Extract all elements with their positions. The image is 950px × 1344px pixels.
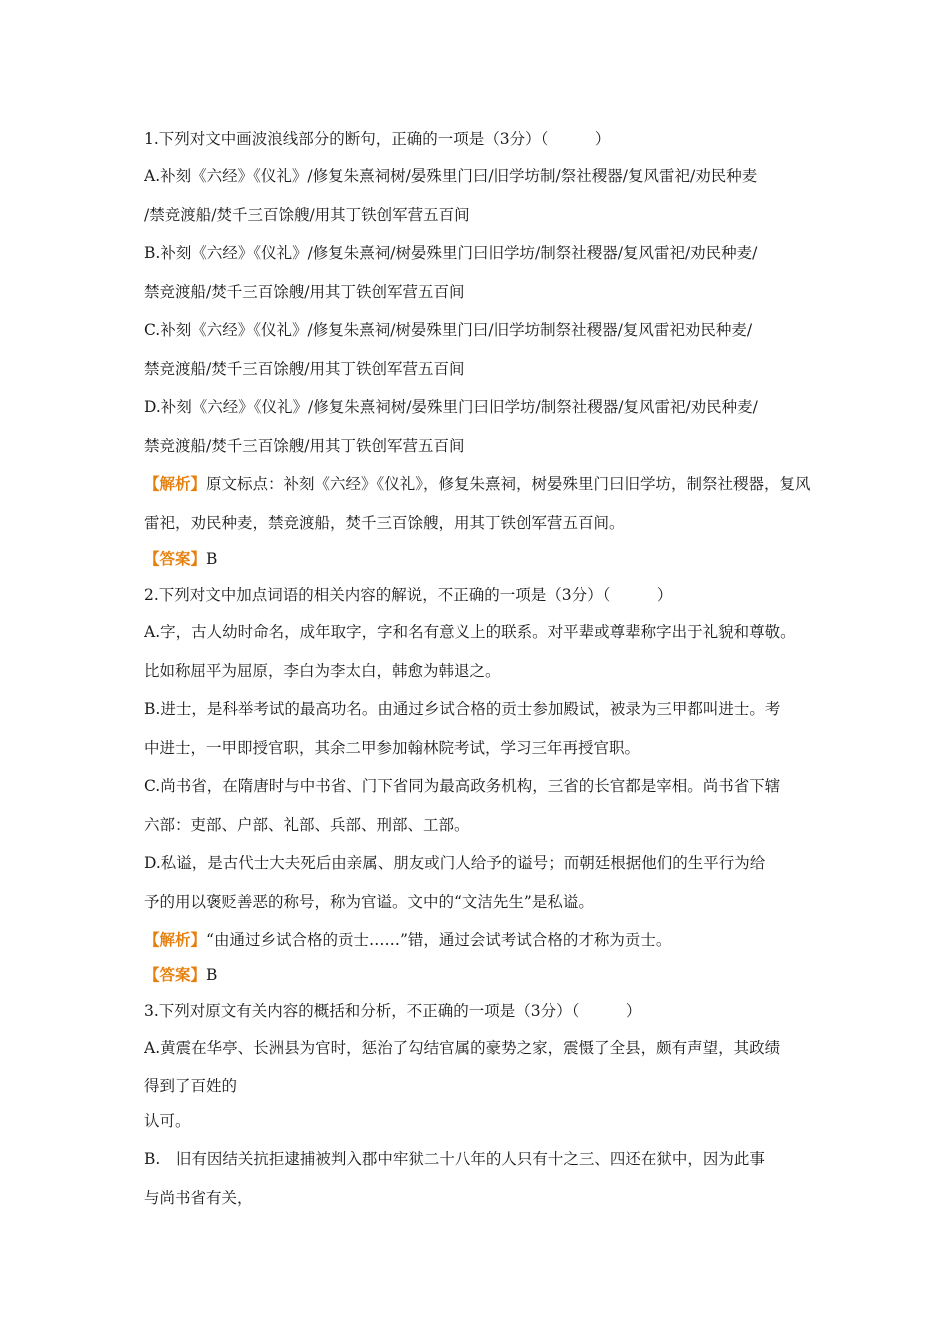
q1-option-c-line1: C.补刻《六经》《仪礼》/修复朱熹祠/树晏殊里门曰/旧学坊制祭社稷器/复风雷祀劝民种麦/ [144, 321, 753, 339]
q2-option-d-line2: 予的用以褒贬善恶的称号，称为官谥。文中的“文洁先生”是私谥。 [144, 893, 594, 911]
q1-option-a-line2: /禁竞渡船/焚千三百馀艘/用其丁铁创军营五百间 [144, 206, 470, 224]
q2-analysis-line1 [144, 929, 824, 951]
analysis-tag: 【解析】 [144, 930, 207, 949]
q1-analysis-line1 [144, 473, 824, 495]
q2-option-a-line1: A.字，古人幼时命名，成年取字，字和名有意义上的联系。对平辈或尊辈称字出于礼貌和尊敬。 [144, 623, 796, 641]
q3-option-a-line1: A.黄震在华亭、长洲县为官时，惩治了勾结官属的豪势之家，震慑了全县，颇有声望，其政绩 [144, 1039, 781, 1057]
q2-option-b-line2: 中进士，一甲即授官职，其余二甲参加翰林院考试，学习三年再授官职。 [144, 739, 641, 757]
q1-option-b-line2: 禁竞渡船/焚千三百馀艘/用其丁铁创军营五百间 [144, 283, 465, 301]
q3-option-a-line3: 认可。 [144, 1112, 191, 1130]
q1-option-b-line1: B.补刻《六经》《仪礼》/修复朱熹祠/树晏殊里门曰旧学坊/制祭社稷器/复风雷祀/劝民种麦/ [144, 244, 758, 262]
answer-tag: 【答案】 [144, 549, 207, 568]
q2-option-c-line2: 六部：吏部、户部、礼部、兵部、刑部、工部。 [144, 816, 470, 834]
q3-option-b-line2: 与尚书省有关， [144, 1189, 253, 1207]
q1-analysis-text: 原文标点：补刻《六经》《仪礼》，修复朱熹祠，树晏殊里门曰旧学坊，制祭社稷器，复风 [206, 475, 811, 493]
q1-answer [144, 548, 824, 570]
q2-stem: 2.下列对文中加点词语的相关内容的解说，不正确的一项是（3分）（ ） [144, 586, 673, 604]
q1-option-d-line1: D.补刻《六经》《仪礼》/修复朱熹祠树/晏殊里门曰旧学坊/制祭社稷器/复风雷祀/劝民种麦/ [144, 398, 758, 416]
q3-option-a-line2: 得到了百姓的 [144, 1077, 238, 1095]
q2-analysis-text: “由通过乡试合格的贡士……”错，通过会试考试合格的才称为贡士。 [206, 931, 672, 949]
q2-answer-value: B [206, 966, 218, 984]
q1-option-d-line2: 禁竞渡船/焚千三百馀艘/用其丁铁创军营五百间 [144, 437, 465, 455]
q1-stem: 1.下列对文中画波浪线部分的断句，正确的一项是（3分）（ ） [144, 130, 611, 148]
q1-analysis-line2: 雷祀，劝民种麦，禁竞渡船，焚千三百馀艘，用其丁铁创军营五百间。 [144, 514, 625, 532]
analysis-tag: 【解析】 [144, 474, 207, 493]
q2-option-c-line1: C.尚书省，在隋唐时与中书省、门下省同为最高政务机构，三省的长官都是宰相。尚书省下辖 [144, 777, 781, 795]
q1-answer-value: B [206, 550, 218, 568]
q1-option-a-line1: A.补刻《六经》《仪礼》/修复朱熹祠树/晏殊里门曰/旧学坊制/祭社稷器/复风雷祀/劝民种麦 [144, 167, 758, 185]
q2-option-a-line2: 比如称屈平为屈原，李白为李太白，韩愈为韩退之。 [144, 662, 501, 680]
answer-tag: 【答案】 [144, 965, 207, 984]
q3-option-b-line1: B. 旧有因结关抗拒逮捕被判入郡中牢狱二十八年的人只有十之三、四还在狱中，因为此事 [144, 1150, 765, 1168]
q2-answer [144, 964, 824, 986]
q3-stem: 3.下列对原文有关内容的概括和分析，不正确的一项是（3分）（ ） [144, 1002, 642, 1020]
q2-option-b-line1: B.进士，是科举考试的最高功名。由通过乡试合格的贡士参加殿试，被录为三甲都叫进士。考 [144, 700, 781, 718]
q1-option-c-line2: 禁竞渡船/焚千三百馀艘/用其丁铁创军营五百间 [144, 360, 465, 378]
q2-option-d-line1: D.私谥，是古代士大夫死后由亲属、朋友或门人给予的谥号；而朝廷根据他们的生平行为给 [144, 854, 766, 872]
